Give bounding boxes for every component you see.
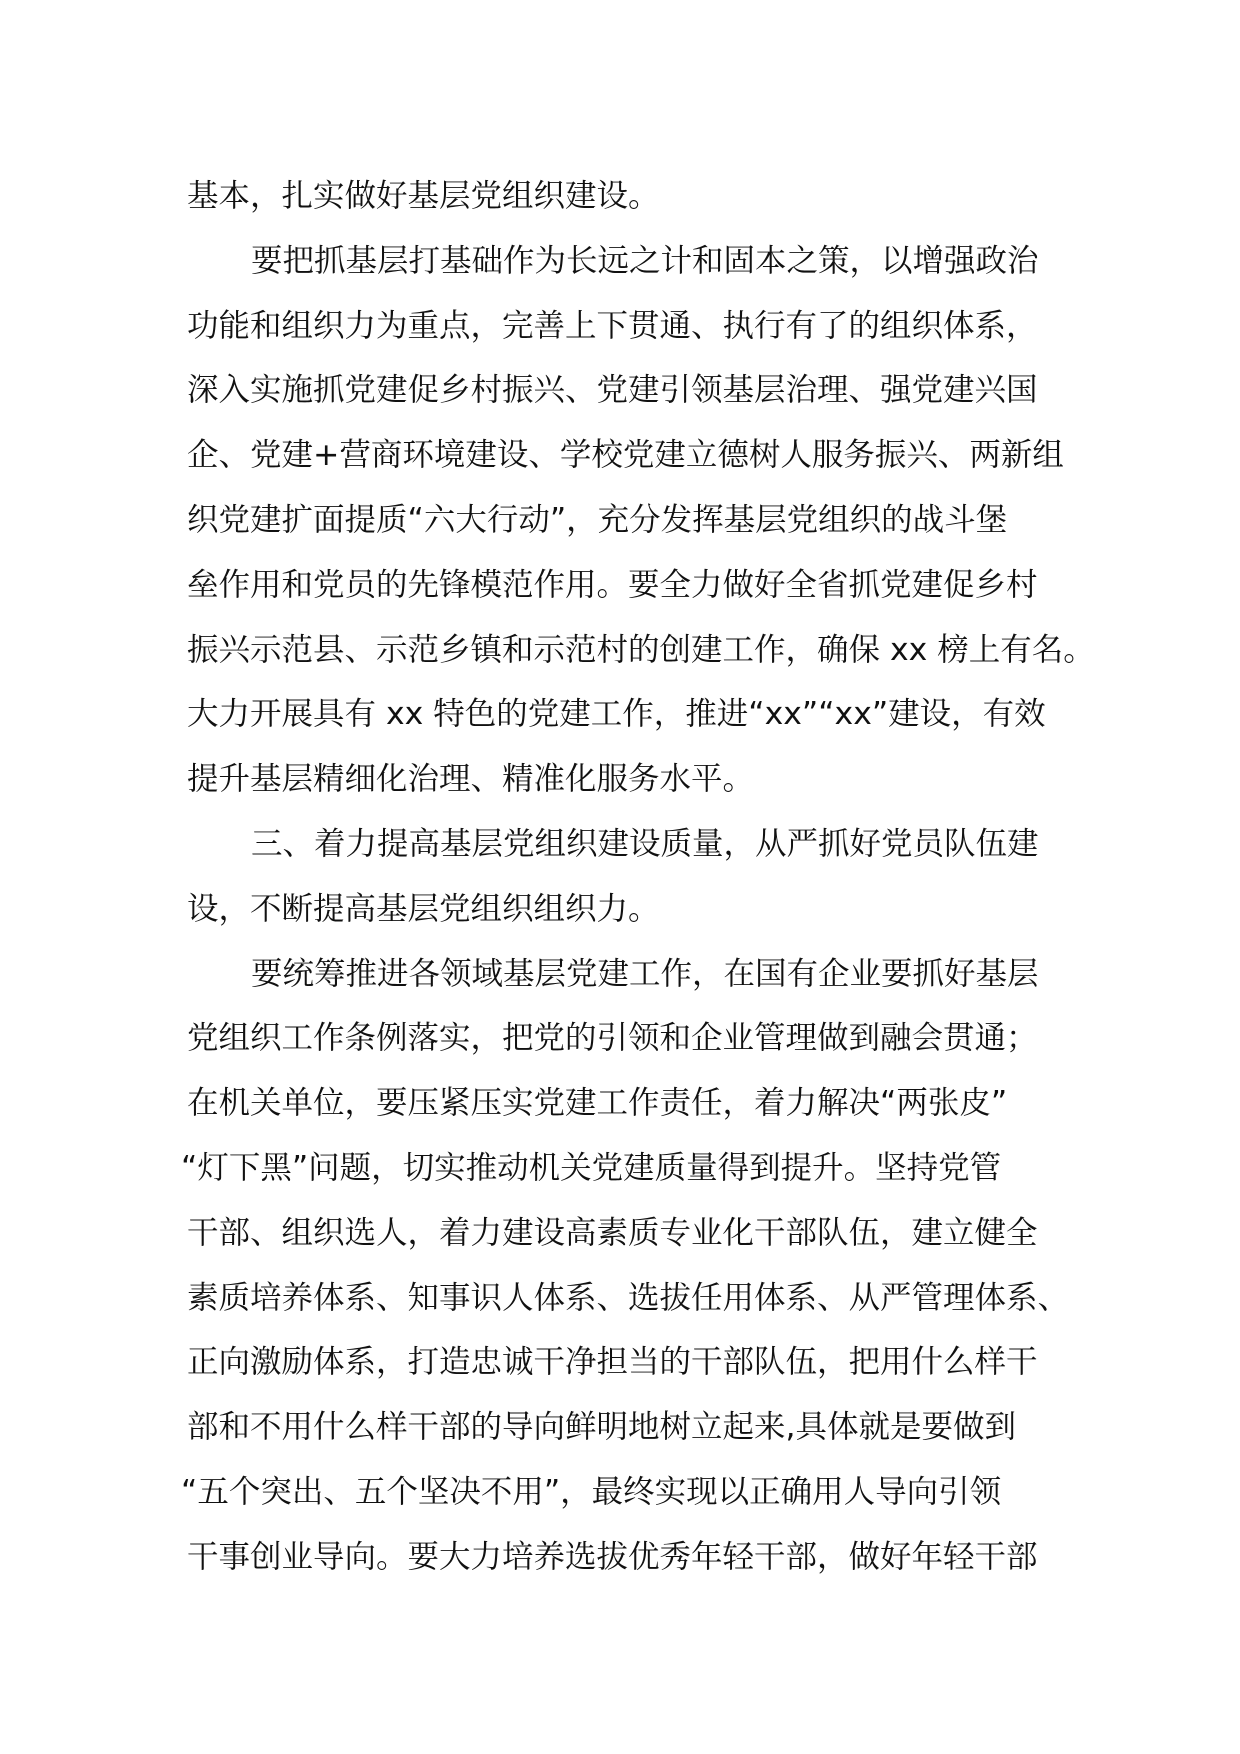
text-line: 在机关单位，要压紧压实党建工作责任，着力解决“两张皮” (187, 1085, 1008, 1122)
text-line: 正向激励体系，打造忠诚干净担当的干部队伍，把用什么样干 (187, 1344, 1038, 1381)
text-line: 企、党建+营商环境建设、学校党建立德树人服务振兴、两新组 (187, 437, 1064, 474)
text-line: 织党建扩面提质“六大行动”，充分发挥基层党组织的战斗堡 (187, 501, 1008, 538)
section-heading-line: 设，不断提高基层党组织组织力。 (187, 890, 660, 927)
text-line: 振兴示范县、示范乡镇和示范村的创建工作，确保 xx 榜上有名。 (187, 631, 1095, 668)
text-line: 干事创业导向。要大力培养选拔优秀年轻干部，做好年轻干部 (187, 1538, 1038, 1575)
text-line: 党组织工作条例落实，把党的引领和企业管理做到融会贯通； (187, 1020, 1038, 1057)
text-line: 深入实施抓党建促乡村振兴、党建引领基层治理、强党建兴国 (187, 372, 1038, 409)
text-line: 部和不用什么样干部的导向鲜明地树立起来,具体就是要做到 (187, 1409, 1017, 1446)
document-body (181, 164, 1095, 1590)
text-line: 提升基层精细化治理、精准化服务水平。 (187, 761, 755, 798)
text-line: 垒作用和党员的先锋模范作用。要全力做好全省抓党建促乡村 (187, 566, 1038, 603)
text-line: “灯下黑”问题，切实推动机关党建质量得到提升。坚持党管 (181, 1149, 1002, 1186)
text-line: 基本，扎实做好基层党组织建设。 (187, 178, 660, 214)
text-line: 功能和组织力为重点，完善上下贯通、执行有了的组织体系， (187, 307, 1038, 344)
text-line: 大力开展具有 xx 特色的党建工作，推进“xx”“xx”建设，有效 (187, 696, 1046, 733)
text-line: 素质培养体系、知事识人体系、选拔任用体系、从严管理体系、 (187, 1279, 1070, 1316)
paragraph-first-line: 要统筹推进各领域基层党建工作，在国有企业要抓好基层 (251, 955, 1039, 992)
section-heading-line: 三、着力提高基层党组织建设质量，从严抓好党员队伍建 (251, 825, 1039, 862)
paragraph-first-line: 要把抓基层打基础作为长远之计和固本之策，以增强政治 (251, 242, 1039, 279)
text-line: 干部、组织选人，着力建设高素质专业化干部队伍，建立健全 (187, 1214, 1038, 1251)
text-line: “五个突出、五个坚决不用”，最终实现以正确用人导向引领 (181, 1473, 1002, 1510)
